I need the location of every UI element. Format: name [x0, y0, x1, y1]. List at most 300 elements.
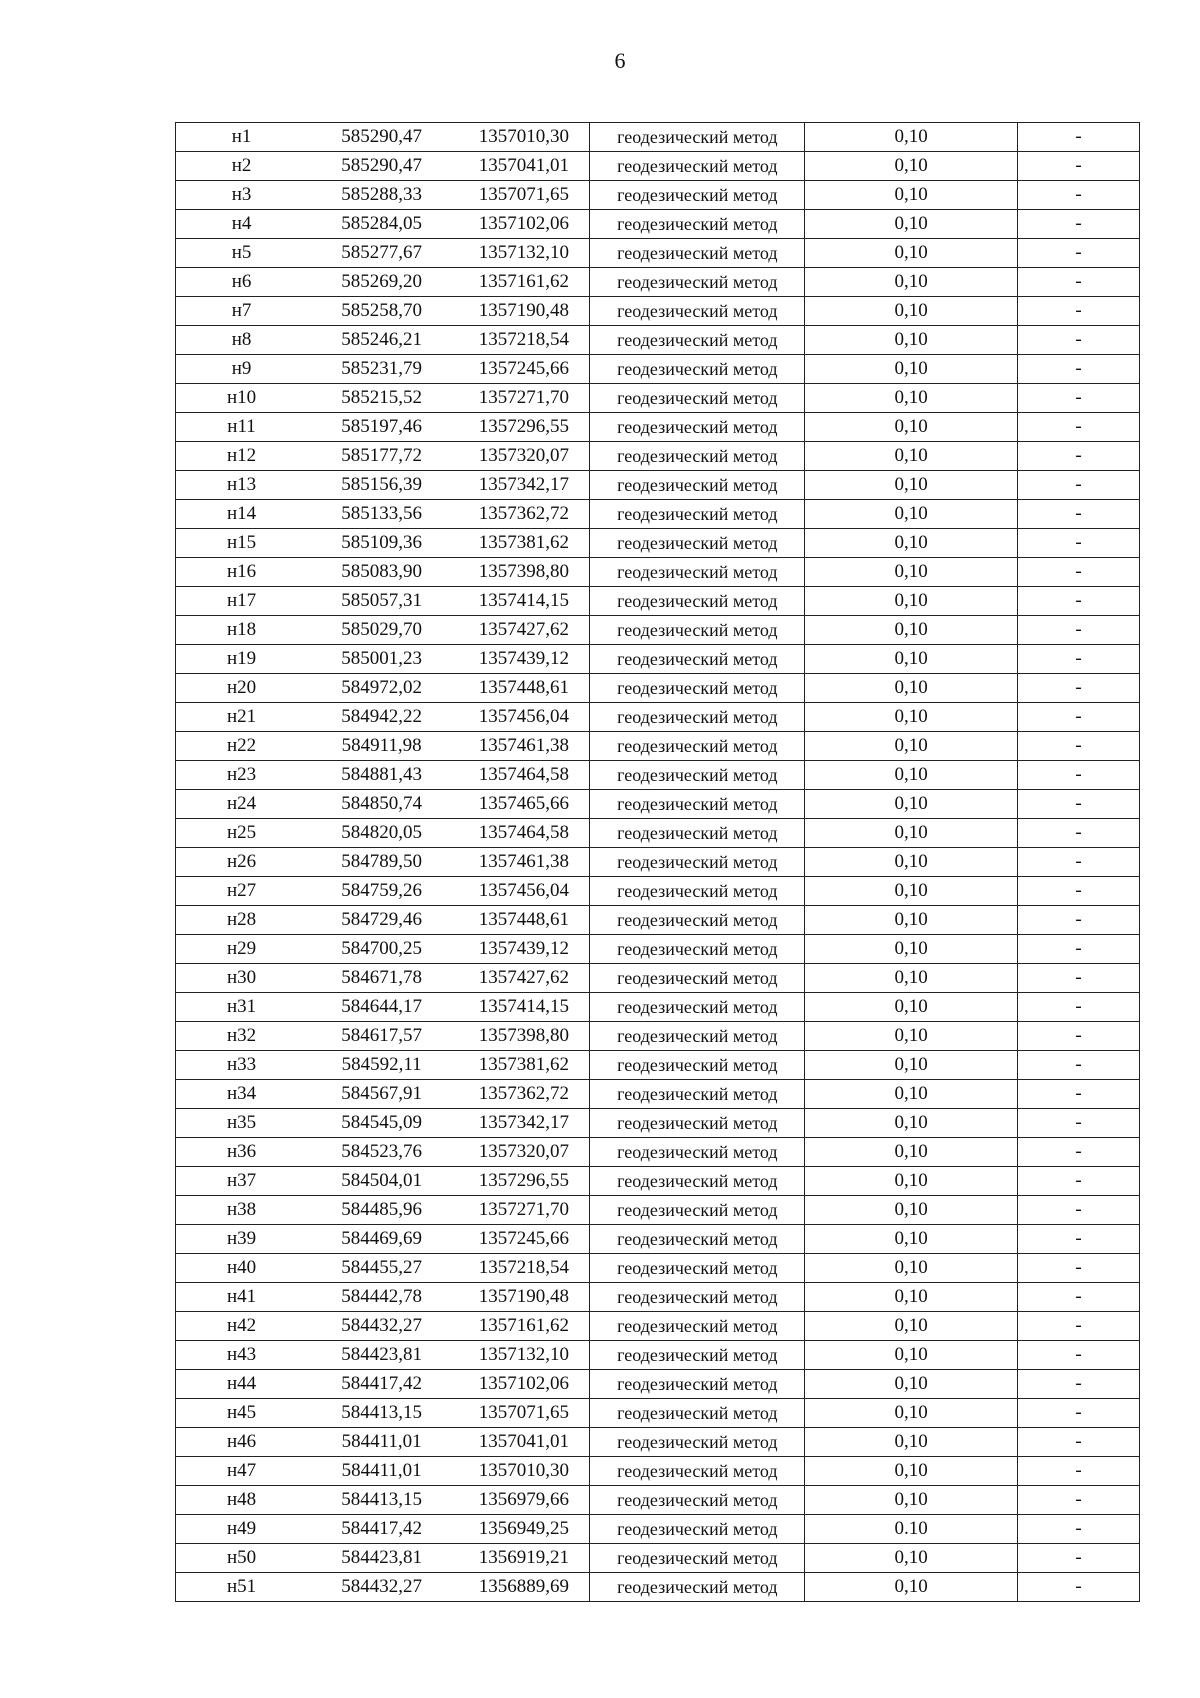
accuracy-value: 0,10 — [805, 413, 1018, 442]
point-name: н24 — [176, 790, 308, 819]
determination-method: геодезический метод — [590, 268, 805, 297]
point-description: - — [1017, 1312, 1139, 1341]
accuracy-value: 0,10 — [805, 1283, 1018, 1312]
determination-method: геодезический метод — [590, 1225, 805, 1254]
coordinate-x: 585277,67 — [307, 239, 450, 268]
table-row — [176, 1080, 1140, 1109]
coordinate-y: 1357296,55 — [450, 1167, 590, 1196]
table-row — [176, 1109, 1140, 1138]
coordinate-x: 585001,23 — [307, 645, 450, 674]
point-description: - — [1017, 1138, 1139, 1167]
coordinate-y: 1357132,10 — [450, 1341, 590, 1370]
point-description: - — [1017, 355, 1139, 384]
accuracy-value: 0,10 — [805, 1457, 1018, 1486]
accuracy-value: 0,10 — [805, 587, 1018, 616]
point-description: - — [1017, 1254, 1139, 1283]
coordinate-x: 584442,78 — [307, 1283, 450, 1312]
coordinate-y: 1356979,66 — [450, 1486, 590, 1515]
point-description: - — [1017, 1486, 1139, 1515]
coordinate-x: 584504,01 — [307, 1167, 450, 1196]
determination-method: геодезический метод — [590, 732, 805, 761]
coordinate-x: 584759,26 — [307, 877, 450, 906]
determination-method: геодезический метод — [590, 152, 805, 181]
point-description: - — [1017, 1080, 1139, 1109]
accuracy-value: 0,10 — [805, 297, 1018, 326]
point-name: н48 — [176, 1486, 308, 1515]
determination-method: геодезический метод — [590, 935, 805, 964]
table-row — [176, 181, 1140, 210]
determination-method: геодезический метод — [590, 819, 805, 848]
coordinate-y: 1357456,04 — [450, 703, 590, 732]
accuracy-value: 0,10 — [805, 645, 1018, 674]
determination-method: геодезический метод — [590, 1196, 805, 1225]
coordinate-y: 1357320,07 — [450, 1138, 590, 1167]
coordinate-x: 584972,02 — [307, 674, 450, 703]
point-name: н19 — [176, 645, 308, 674]
coordinate-x: 584417,42 — [307, 1370, 450, 1399]
point-description: - — [1017, 1544, 1139, 1573]
point-name: н41 — [176, 1283, 308, 1312]
point-name: н21 — [176, 703, 308, 732]
point-description: - — [1017, 1283, 1139, 1312]
point-description: - — [1017, 1515, 1139, 1544]
point-name: н1 — [176, 123, 308, 152]
point-description: - — [1017, 1428, 1139, 1457]
point-description: - — [1017, 616, 1139, 645]
coordinate-x: 585246,21 — [307, 326, 450, 355]
table-row — [176, 935, 1140, 964]
point-description: - — [1017, 210, 1139, 239]
coordinate-x: 585197,46 — [307, 413, 450, 442]
coordinate-x: 584485,96 — [307, 1196, 450, 1225]
table-row — [176, 1312, 1140, 1341]
table-row — [176, 442, 1140, 471]
accuracy-value: 0,10 — [805, 181, 1018, 210]
coordinate-y: 1357041,01 — [450, 152, 590, 181]
coordinate-x: 584592,11 — [307, 1051, 450, 1080]
determination-method: геодезический метод — [590, 1138, 805, 1167]
point-description: - — [1017, 500, 1139, 529]
coordinate-x: 584911,98 — [307, 732, 450, 761]
coordinate-x: 584644,17 — [307, 993, 450, 1022]
point-name: н11 — [176, 413, 308, 442]
table-row — [176, 1370, 1140, 1399]
coordinate-x: 585133,56 — [307, 500, 450, 529]
point-name: н7 — [176, 297, 308, 326]
table-row — [176, 210, 1140, 239]
point-name: н28 — [176, 906, 308, 935]
point-name: н36 — [176, 1138, 308, 1167]
coordinate-y: 1357362,72 — [450, 500, 590, 529]
table-row — [176, 1457, 1140, 1486]
accuracy-value: 0,10 — [805, 993, 1018, 1022]
determination-method: геодезический метод — [590, 384, 805, 413]
table-row — [176, 500, 1140, 529]
determination-method: геодезический метод — [590, 123, 805, 152]
table-row — [176, 964, 1140, 993]
accuracy-value: 0,10 — [805, 732, 1018, 761]
coordinate-y: 1357342,17 — [450, 471, 590, 500]
point-description: - — [1017, 819, 1139, 848]
point-description: - — [1017, 674, 1139, 703]
table-row — [176, 703, 1140, 732]
coordinate-x: 584432,27 — [307, 1312, 450, 1341]
point-description: - — [1017, 471, 1139, 500]
coordinate-y: 1357041,01 — [450, 1428, 590, 1457]
point-description: - — [1017, 703, 1139, 732]
point-name: н37 — [176, 1167, 308, 1196]
table-row — [176, 152, 1140, 181]
accuracy-value: 0,10 — [805, 1022, 1018, 1051]
coordinate-y: 1357271,70 — [450, 1196, 590, 1225]
point-description: - — [1017, 732, 1139, 761]
point-description: - — [1017, 761, 1139, 790]
point-description: - — [1017, 1399, 1139, 1428]
determination-method: геодезический метод — [590, 181, 805, 210]
accuracy-value: 0,10 — [805, 210, 1018, 239]
determination-method: геодезический метод — [590, 1515, 805, 1544]
point-description: - — [1017, 181, 1139, 210]
table-row — [176, 1341, 1140, 1370]
accuracy-value: 0,10 — [805, 529, 1018, 558]
coordinate-y: 1356919,21 — [450, 1544, 590, 1573]
coordinate-y: 1357398,80 — [450, 1022, 590, 1051]
accuracy-value: 0,10 — [805, 906, 1018, 935]
coordinate-y: 1357342,17 — [450, 1109, 590, 1138]
point-name: н42 — [176, 1312, 308, 1341]
determination-method: геодезический метод — [590, 790, 805, 819]
point-name: н12 — [176, 442, 308, 471]
coordinate-y: 1357465,66 — [450, 790, 590, 819]
accuracy-value: 0,10 — [805, 1341, 1018, 1370]
coordinate-y: 1357414,15 — [450, 993, 590, 1022]
determination-method: геодезический метод — [590, 645, 805, 674]
point-name: н6 — [176, 268, 308, 297]
coordinate-y: 1357414,15 — [450, 587, 590, 616]
accuracy-value: 0,10 — [805, 384, 1018, 413]
point-name: н35 — [176, 1109, 308, 1138]
table-row — [176, 123, 1140, 152]
coordinate-x: 585029,70 — [307, 616, 450, 645]
coordinate-y: 1357218,54 — [450, 1254, 590, 1283]
determination-method: геодезический метод — [590, 1428, 805, 1457]
coordinate-y: 1357448,61 — [450, 674, 590, 703]
table-row — [176, 1515, 1140, 1544]
accuracy-value: 0,10 — [805, 819, 1018, 848]
determination-method: геодезический метод — [590, 471, 805, 500]
coordinate-x: 585215,52 — [307, 384, 450, 413]
determination-method: геодезический метод — [590, 616, 805, 645]
determination-method: геодезический метод — [590, 529, 805, 558]
determination-method: геодезический метод — [590, 674, 805, 703]
accuracy-value: 0,10 — [805, 1544, 1018, 1573]
coordinate-y: 1357439,12 — [450, 645, 590, 674]
point-name: н5 — [176, 239, 308, 268]
coordinate-y: 1357427,62 — [450, 964, 590, 993]
coordinate-y: 1357461,38 — [450, 732, 590, 761]
coordinate-x: 584417,42 — [307, 1515, 450, 1544]
table-row — [176, 413, 1140, 442]
accuracy-value: 0,10 — [805, 239, 1018, 268]
point-description: - — [1017, 297, 1139, 326]
coordinate-x: 584850,74 — [307, 790, 450, 819]
coordinate-x: 585231,79 — [307, 355, 450, 384]
accuracy-value: 0,10 — [805, 1428, 1018, 1457]
determination-method: геодезический метод — [590, 1573, 805, 1602]
accuracy-value: 0,10 — [805, 1138, 1018, 1167]
point-description: - — [1017, 1225, 1139, 1254]
accuracy-value: 0,10 — [805, 326, 1018, 355]
table-row — [176, 790, 1140, 819]
determination-method: геодезический метод — [590, 906, 805, 935]
determination-method: геодезический метод — [590, 500, 805, 529]
determination-method: геодезический метод — [590, 703, 805, 732]
determination-method: геодезический метод — [590, 442, 805, 471]
accuracy-value: 0,10 — [805, 500, 1018, 529]
coordinate-y: 1357381,62 — [450, 529, 590, 558]
determination-method: геодезический метод — [590, 297, 805, 326]
accuracy-value: 0,10 — [805, 616, 1018, 645]
point-description: - — [1017, 239, 1139, 268]
coordinate-y: 1357218,54 — [450, 326, 590, 355]
determination-method: геодезический метод — [590, 848, 805, 877]
table-row — [176, 674, 1140, 703]
table-row — [176, 877, 1140, 906]
table-row — [176, 1283, 1140, 1312]
coordinate-x: 585258,70 — [307, 297, 450, 326]
table-row — [176, 819, 1140, 848]
point-name: н23 — [176, 761, 308, 790]
point-name: н3 — [176, 181, 308, 210]
point-description: - — [1017, 1341, 1139, 1370]
coordinate-x: 584881,43 — [307, 761, 450, 790]
determination-method: геодезический метод — [590, 413, 805, 442]
accuracy-value: 0,10 — [805, 123, 1018, 152]
coordinate-y: 1357132,10 — [450, 239, 590, 268]
point-description: - — [1017, 1573, 1139, 1602]
determination-method: геодезический метод — [590, 1399, 805, 1428]
point-name: н27 — [176, 877, 308, 906]
point-description: - — [1017, 152, 1139, 181]
point-name: н33 — [176, 1051, 308, 1080]
coordinate-x: 584942,22 — [307, 703, 450, 732]
accuracy-value: 0,10 — [805, 268, 1018, 297]
determination-method: геодезический метод — [590, 1370, 805, 1399]
coordinate-x: 584523,76 — [307, 1138, 450, 1167]
coordinate-x: 584567,91 — [307, 1080, 450, 1109]
determination-method: геодезический метод — [590, 1283, 805, 1312]
coordinate-y: 1357010,30 — [450, 123, 590, 152]
coordinate-x: 585156,39 — [307, 471, 450, 500]
coordinate-x: 584411,01 — [307, 1428, 450, 1457]
coordinate-x: 584432,27 — [307, 1573, 450, 1602]
determination-method: геодезический метод — [590, 1457, 805, 1486]
coordinate-x: 584455,27 — [307, 1254, 450, 1283]
point-description: - — [1017, 1051, 1139, 1080]
point-name: н22 — [176, 732, 308, 761]
table-row — [176, 732, 1140, 761]
coordinates-table-body — [176, 123, 1140, 1602]
determination-method: геодезический метод — [590, 1167, 805, 1196]
accuracy-value: 0,10 — [805, 1225, 1018, 1254]
table-row — [176, 1544, 1140, 1573]
point-name: н16 — [176, 558, 308, 587]
determination-method: геодезический метод — [590, 1341, 805, 1370]
accuracy-value: 0,10 — [805, 558, 1018, 587]
coordinate-y: 1357439,12 — [450, 935, 590, 964]
accuracy-value: 0,10 — [805, 761, 1018, 790]
point-description: - — [1017, 848, 1139, 877]
coordinate-x: 584413,15 — [307, 1486, 450, 1515]
point-name: н46 — [176, 1428, 308, 1457]
determination-method: геодезический метод — [590, 210, 805, 239]
point-name: н47 — [176, 1457, 308, 1486]
point-name: н49 — [176, 1515, 308, 1544]
point-name: н32 — [176, 1022, 308, 1051]
table-row — [176, 1254, 1140, 1283]
point-name: н13 — [176, 471, 308, 500]
coordinate-x: 584469,69 — [307, 1225, 450, 1254]
point-name: н14 — [176, 500, 308, 529]
coordinate-y: 1356889,69 — [450, 1573, 590, 1602]
coordinate-x: 584671,78 — [307, 964, 450, 993]
determination-method: геодезический метод — [590, 877, 805, 906]
determination-method: геодезический метод — [590, 1486, 805, 1515]
point-description: - — [1017, 587, 1139, 616]
coordinate-y: 1357071,65 — [450, 1399, 590, 1428]
table-row — [176, 616, 1140, 645]
coordinate-y: 1357102,06 — [450, 1370, 590, 1399]
table-row — [176, 1399, 1140, 1428]
table-row — [176, 268, 1140, 297]
coordinate-y: 1357427,62 — [450, 616, 590, 645]
table-row — [176, 993, 1140, 1022]
table-row — [176, 297, 1140, 326]
accuracy-value: 0,10 — [805, 674, 1018, 703]
point-description: - — [1017, 123, 1139, 152]
table-row — [176, 1167, 1140, 1196]
point-name: н38 — [176, 1196, 308, 1225]
table-row — [176, 471, 1140, 500]
table-row — [176, 1051, 1140, 1080]
coordinate-y: 1357245,66 — [450, 355, 590, 384]
determination-method: геодезический метод — [590, 239, 805, 268]
coordinate-y: 1357245,66 — [450, 1225, 590, 1254]
point-name: н43 — [176, 1341, 308, 1370]
point-name: н9 — [176, 355, 308, 384]
coordinate-y: 1357296,55 — [450, 413, 590, 442]
point-description: - — [1017, 413, 1139, 442]
coordinate-x: 584411,01 — [307, 1457, 450, 1486]
coordinate-x: 584820,05 — [307, 819, 450, 848]
accuracy-value: 0,10 — [805, 1051, 1018, 1080]
page-number: 6 — [614, 48, 626, 73]
coordinate-y: 1357161,62 — [450, 1312, 590, 1341]
table-row — [176, 355, 1140, 384]
determination-method: геодезический метод — [590, 1051, 805, 1080]
accuracy-value: 0,10 — [805, 790, 1018, 819]
accuracy-value: 0,10 — [805, 703, 1018, 732]
coordinate-x: 584413,15 — [307, 1399, 450, 1428]
coordinate-x: 585290,47 — [307, 152, 450, 181]
coordinate-y: 1357456,04 — [450, 877, 590, 906]
coordinate-x: 585109,36 — [307, 529, 450, 558]
point-name: н44 — [176, 1370, 308, 1399]
accuracy-value: 0,10 — [805, 1399, 1018, 1428]
table-row — [176, 239, 1140, 268]
point-name: н17 — [176, 587, 308, 616]
coordinate-y: 1357464,58 — [450, 819, 590, 848]
coordinate-x: 585269,20 — [307, 268, 450, 297]
accuracy-value: 0,10 — [805, 1370, 1018, 1399]
table-row — [176, 645, 1140, 674]
point-name: н8 — [176, 326, 308, 355]
accuracy-value: 0,10 — [805, 1486, 1018, 1515]
accuracy-value: 0,10 — [805, 1167, 1018, 1196]
determination-method: геодезический метод — [590, 355, 805, 384]
accuracy-value: 0,10 — [805, 152, 1018, 181]
determination-method: геодезический метод — [590, 558, 805, 587]
point-description: - — [1017, 326, 1139, 355]
point-description: - — [1017, 1457, 1139, 1486]
table-row — [176, 1225, 1140, 1254]
coordinate-x: 584545,09 — [307, 1109, 450, 1138]
point-description: - — [1017, 935, 1139, 964]
determination-method: геодезический метод — [590, 1022, 805, 1051]
coordinate-y: 1357190,48 — [450, 297, 590, 326]
determination-method: геодезический метод — [590, 1254, 805, 1283]
point-description: - — [1017, 1109, 1139, 1138]
point-name: н10 — [176, 384, 308, 413]
point-name: н34 — [176, 1080, 308, 1109]
coordinate-x: 584423,81 — [307, 1544, 450, 1573]
point-name: н40 — [176, 1254, 308, 1283]
table-row — [176, 558, 1140, 587]
table-row — [176, 1022, 1140, 1051]
determination-method: геодезический метод — [590, 761, 805, 790]
table-row — [176, 587, 1140, 616]
accuracy-value: 0,10 — [805, 964, 1018, 993]
point-description: - — [1017, 1196, 1139, 1225]
accuracy-value: 0,10 — [805, 877, 1018, 906]
point-description: - — [1017, 993, 1139, 1022]
accuracy-value: 0,10 — [805, 355, 1018, 384]
coordinate-x: 584700,25 — [307, 935, 450, 964]
accuracy-value: 0,10 — [805, 471, 1018, 500]
determination-method: геодезический метод — [590, 326, 805, 355]
point-description: - — [1017, 558, 1139, 587]
determination-method: геодезический метод — [590, 1544, 805, 1573]
point-name: н31 — [176, 993, 308, 1022]
determination-method: геодезический метод — [590, 1080, 805, 1109]
point-description: - — [1017, 645, 1139, 674]
table-row — [176, 1138, 1140, 1167]
coordinate-x: 585177,72 — [307, 442, 450, 471]
coordinate-x: 585057,31 — [307, 587, 450, 616]
point-description: - — [1017, 964, 1139, 993]
accuracy-value: 0.10 — [805, 1515, 1018, 1544]
coordinate-x: 585290,47 — [307, 123, 450, 152]
point-description: - — [1017, 529, 1139, 558]
coordinate-x: 584729,46 — [307, 906, 450, 935]
table-row — [176, 529, 1140, 558]
table-row — [176, 326, 1140, 355]
coordinate-y: 1357461,38 — [450, 848, 590, 877]
coordinate-x: 585083,90 — [307, 558, 450, 587]
coordinate-y: 1357190,48 — [450, 1283, 590, 1312]
coordinates-table — [175, 122, 1140, 1602]
coordinate-y: 1357071,65 — [450, 181, 590, 210]
